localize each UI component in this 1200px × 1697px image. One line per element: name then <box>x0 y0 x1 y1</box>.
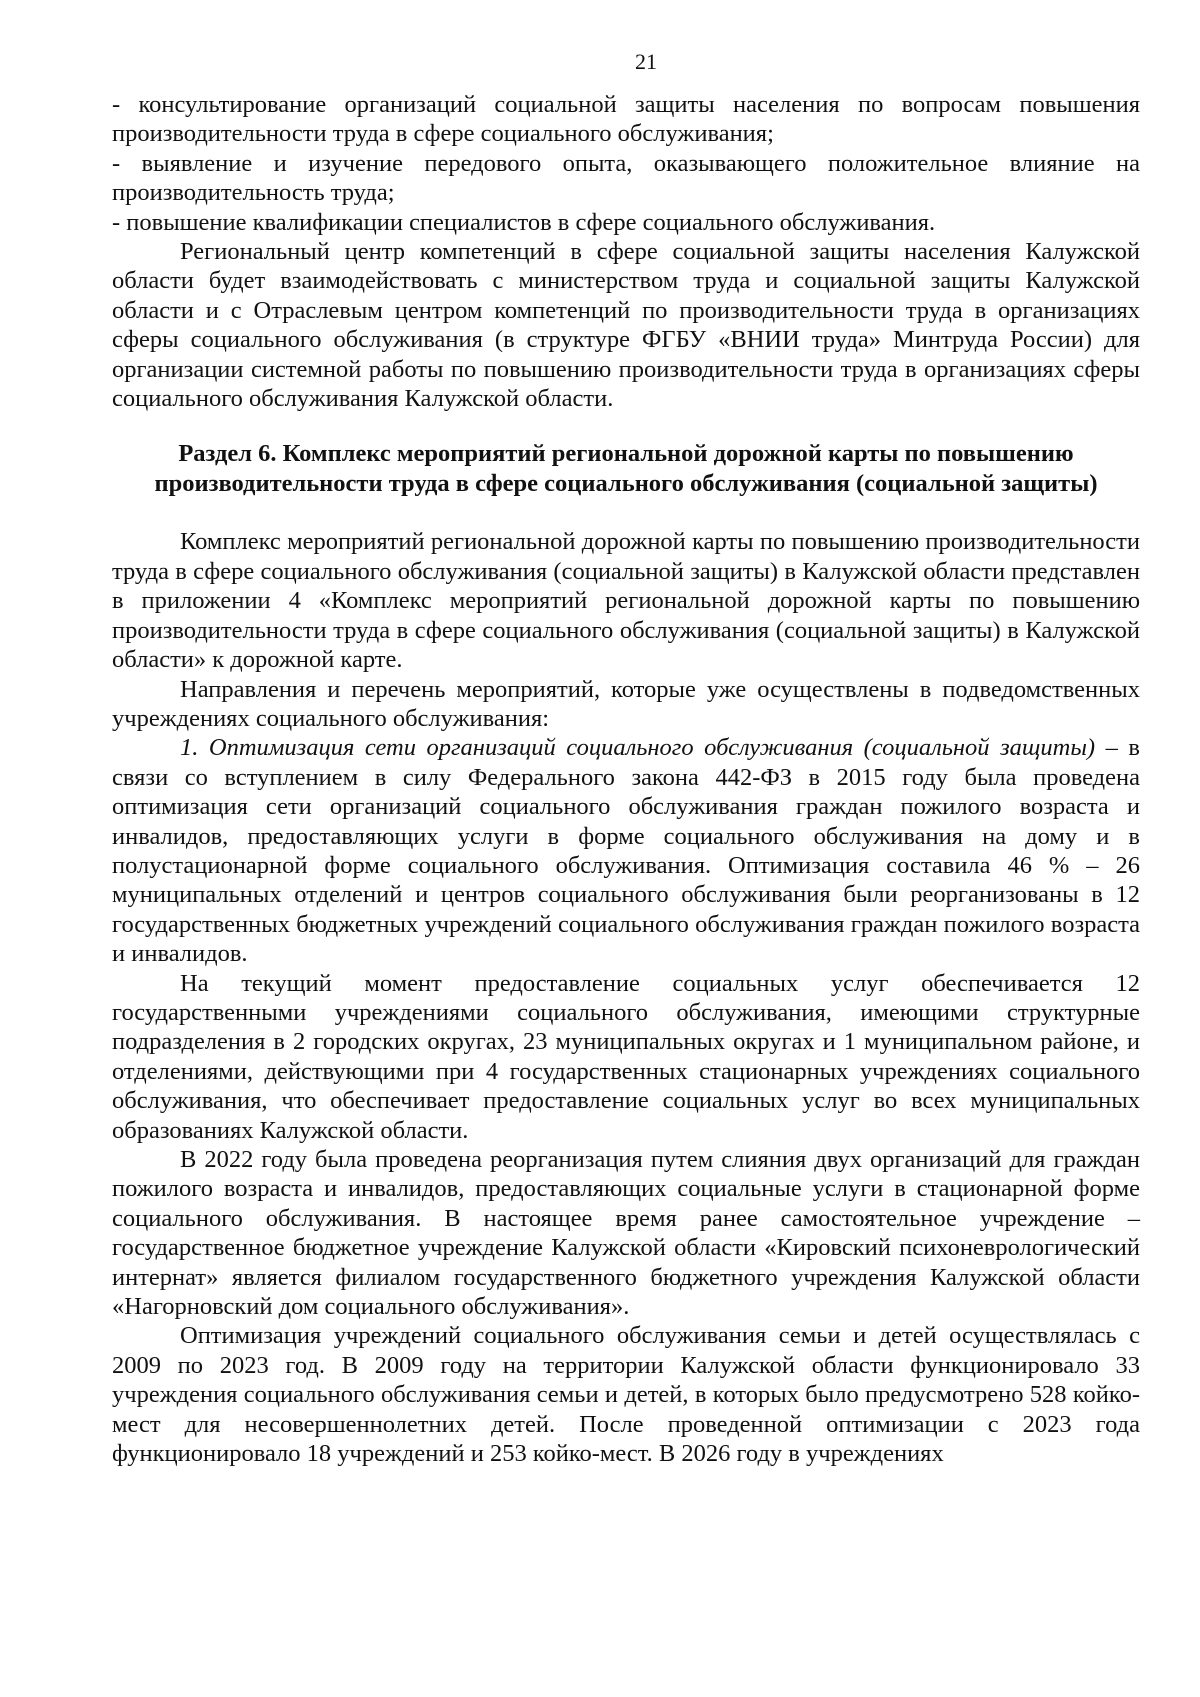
section-heading-line: Раздел 6. Комплекс мероприятий региональной дорожной карты по повышению <box>178 440 1074 468</box>
bullet-item: - выявление и изучение передового опыта, оказывающего положительное влияние на производительность труда; <box>112 149 1140 207</box>
intro-paragraph: Региональный центр компетенций в сфере социальной защиты населения Калужской области будет взаимодействовать с министерством труда и социальной защиты Калужской области и с Отраслевым центром компетенций по производительности труда в организациях сферы социального обслуживания (в структуре ФГБУ «ВНИИ труда» Минтруда России) для организации системной работы по повышению производительности труда в организациях сферы социального обслуживания Калужской области. <box>112 238 1140 413</box>
paragraph-text: – в связи со вступлением в силу Федерального закона 442-ФЗ в 2015 году была проведена оптимизация сети организаций социального обслуживания граждан пожилого возраста и инвалидов, предоставляющих услуги в форме социального обслуживания на дому и в полустационарной форме социального обслуживания. Оптимизация составила 46 % – 26 муниципальных отделений и центров социального обслуживания были реорганизованы в 12 государственных бюджетных учреждений социального обслуживания граждан пожилого возраста и инвалидов. <box>112 734 1140 968</box>
body-paragraph: Комплекс мероприятий региональной дорожной карты по повышению производительности труда в сфере социального обслуживания (социальной защиты) в Калужской области представлен в приложении 4 «Комплекс мероприятий региональной дорожной карты по повышению производительности труда в сфере социального обслуживания (социальной защиты) в Калужской области» к дорожной карте. <box>112 528 1140 674</box>
body-paragraph: Направления и перечень мероприятий, которые уже осуществлены в подведомственных учреждениях социального обслуживания: <box>112 675 1140 732</box>
bullet-item: - повышение квалификации специалистов в сфере социального обслуживания. <box>112 208 936 236</box>
section-heading <box>112 439 1140 499</box>
body-paragraph <box>112 733 1140 968</box>
page-number: 21 <box>635 49 657 74</box>
document-page <box>112 48 1140 1468</box>
body-paragraph: На текущий момент предоставление социальных услуг обеспечивается 12 государственными учреждениями социального обслуживания, имеющими структурные подразделения в 2 городских округах, 23 муниципальных округах и 1 муниципальном районе, и отделениями, действующими при 4 государственных стационарных учреждениях социального обслуживания, что обеспечивает предоставление социальных услуг во всех муниципальных образованиях Калужской области. <box>112 969 1140 1144</box>
bullet-item: - консультирование организаций социальной защиты населения по вопросам повышения производительности труда в сфере социального обслуживания; <box>112 91 1140 148</box>
body-paragraph: В 2022 году была проведена реорганизация путем слияния двух организаций для граждан пожилого возраста и инвалидов, предоставляющих социальные услуги в стационарной форме социального обслуживания. В настоящее время ранее самостоятельное учреждение – государственное бюджетное учреждение Калужской области «Кировский психоневрологический интернат» является филиалом государственного бюджетного учреждения Калужской области «Нагорновский дом социального обслуживания». <box>112 1146 1140 1321</box>
body-paragraph: Оптимизация учреждений социального обслуживания семьи и детей осуществлялась с 2009 по 2023 год. В 2009 году на территории Калужской области функционировало 33 учреждения социального обслуживания семьи и детей, в которых было предусмотрено 528 койко-мест для несовершеннолетних детей. После проведенной оптимизации с 2023 года функционировало 18 учреждений и 253 койко-мест. В 2026 году в учреждениях <box>112 1322 1140 1468</box>
paragraph-lead-italic: 1. Оптимизация сети организаций социального обслуживания (социальной защиты) <box>180 734 1096 762</box>
section-heading-line: производительности труда в сфере социального обслуживания (социальной защиты) <box>154 470 1098 498</box>
